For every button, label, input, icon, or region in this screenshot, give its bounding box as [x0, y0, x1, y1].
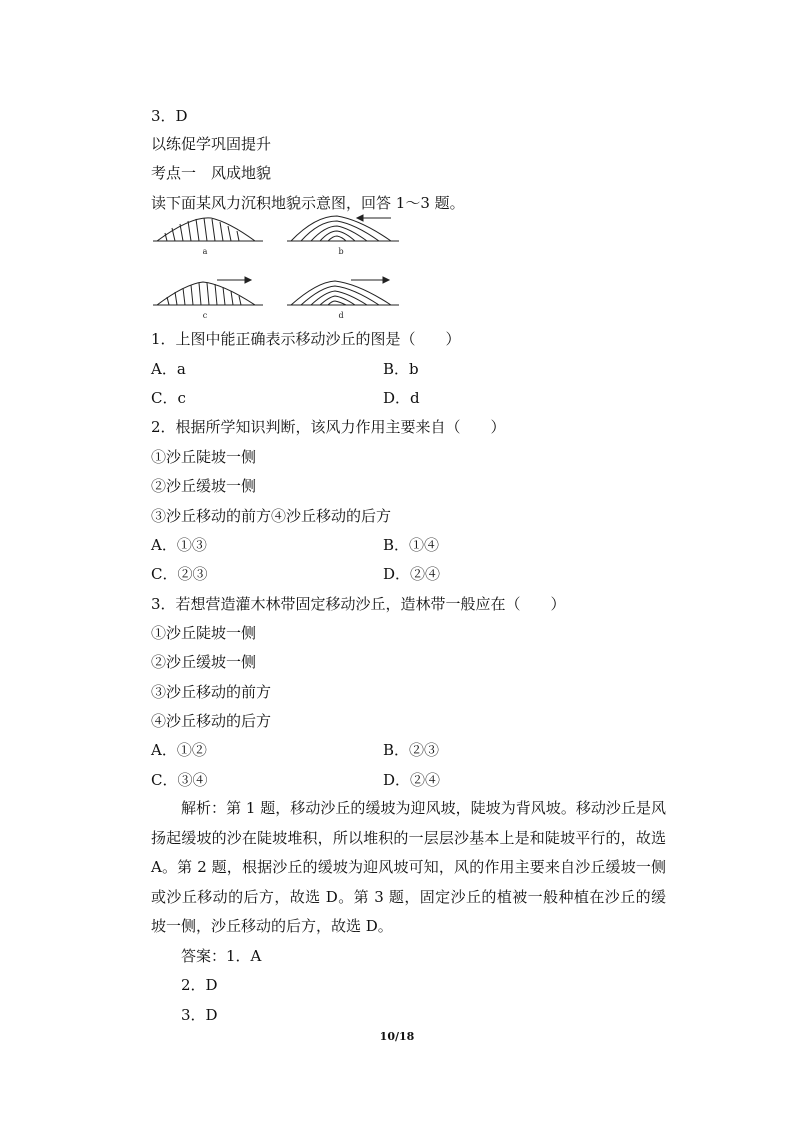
answer-2: 2．D — [181, 976, 218, 994]
label-c: c — [202, 311, 208, 320]
q3-option-b: B．②③ — [383, 741, 440, 759]
label-b: b — [338, 247, 344, 256]
q2-option-a: A．①③ — [151, 536, 207, 554]
q2-option-b: B．①④ — [383, 536, 440, 554]
q1-option-b: B．b — [383, 360, 419, 378]
q2-stem: 2．根据所学知识判断，该风力作用主要来自（ ） — [151, 418, 506, 436]
q3-item-2: ②沙丘缓坡一侧 — [151, 653, 257, 671]
q2-item-1: ①沙丘陡坡一侧 — [151, 448, 257, 466]
dune-a-diagram — [153, 218, 263, 241]
q1-stem: 1．上图中能正确表示移动沙丘的图是（ ） — [151, 330, 461, 348]
page-number: 10/18 — [379, 1030, 415, 1043]
section-title: 以练促学巩固提升 — [151, 135, 272, 153]
q2-item-2: ②沙丘缓坡一侧 — [151, 477, 257, 495]
label-d: d — [338, 311, 344, 320]
topic-heading: 考点一 风成地貌 — [151, 164, 272, 182]
answer-3: 3．D — [181, 1006, 218, 1024]
q3-option-c: C．③④ — [151, 771, 208, 789]
q3-stem: 3．若想营造灌木林带固定移动沙丘，造林带一般应在（ ） — [151, 595, 566, 613]
dune-c-diagram — [153, 277, 263, 305]
q2-item-3: ③沙丘移动的前方④沙丘移动的后方 — [151, 507, 392, 525]
q3-option-a: A．①② — [151, 741, 207, 759]
answers-label: 答案：1．A — [181, 947, 262, 965]
q1-option-a: A．a — [151, 360, 186, 378]
q3-option-d: D．②④ — [383, 771, 441, 789]
q2-option-d: D．②④ — [383, 565, 441, 583]
q3-item-3: ③沙丘移动的前方 — [151, 683, 272, 701]
dune-figure — [151, 212, 401, 322]
label-a: a — [202, 247, 208, 256]
q1-option-c: C．c — [151, 389, 186, 407]
dune-d-diagram — [287, 277, 399, 305]
question-intro: 读下面某风力沉积地貌示意图，回答 1～3 题。 — [151, 194, 465, 212]
q3-item-4: ④沙丘移动的后方 — [151, 712, 272, 730]
previous-answer: 3．D — [151, 107, 188, 125]
q2-option-c: C．②③ — [151, 565, 208, 583]
dune-b-diagram — [287, 215, 399, 241]
q3-item-1: ①沙丘陡坡一侧 — [151, 624, 257, 642]
q1-option-d: D．d — [383, 389, 420, 407]
analysis-paragraph: 解析：第 1 题，移动沙丘的缓坡为迎风坡，陡坡为背风坡。移动沙丘是风扬起缓坡的沙在陡坡堆积，所以堆积的一层层沙基本上是和陡坡平行的，故选 A。第 2 题，根据沙丘的缓坡为迎风坡可知，风的作用主要来自沙丘缓坡一侧或沙丘移动的后方，故选 D。第 3 题，固定沙丘的植被一般种植在沙丘的缓坡一侧，沙丘移动的后方，故选 D。 — [151, 799, 666, 935]
